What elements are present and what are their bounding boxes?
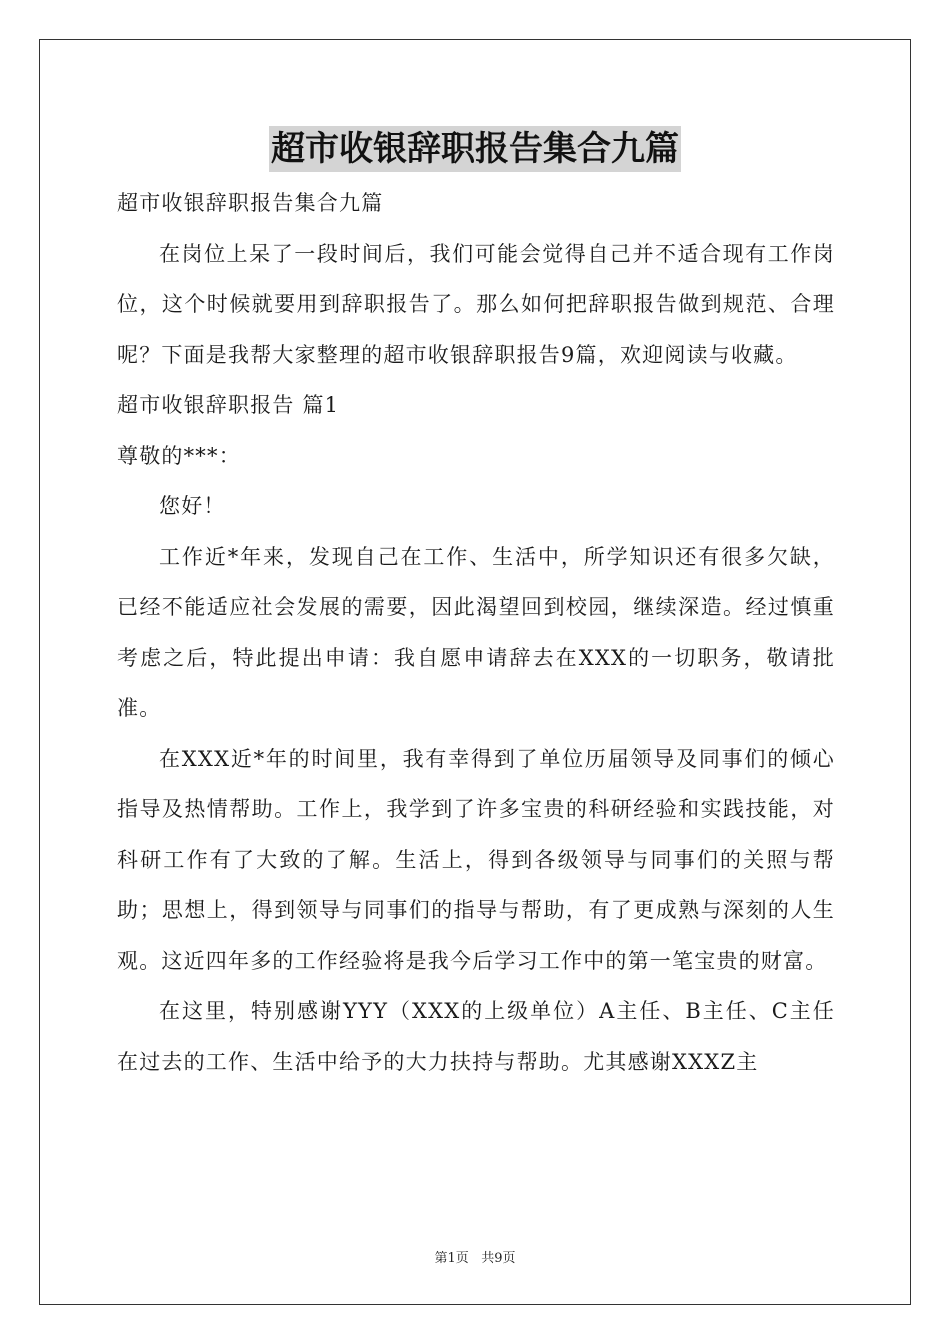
title-wrap [0,126,950,172]
paragraph: 在这里，特别感谢YYY（XXX的上级单位）A主任、B主任、C主任在过去的工作、生活中给予的大力扶持与帮助。尤其感谢XXXZ主 [117,999,835,1074]
page-number: 第1页 [434,1251,469,1266]
document-title: 超市收银辞职报告集合九篇 [269,126,681,172]
page-total: 共9页 [481,1251,516,1266]
document-body [117,178,835,1087]
paragraph: 超市收银辞职报告集合九篇 [117,191,384,215]
salutation: 尊敬的***： [117,443,241,468]
paragraph: 在XXX近*年的时间里，我有幸得到了单位历届领导及同事们的倾心指导及热情帮助。工作上，我学到了许多宝贵的科研经验和实践技能，对科研工作有了大致的了解。生活上，得到各级领导与同事们的关照与帮助；思想上，得到领导与同事们的指导与帮助，有了更成熟与深刻的人生观。这近四年多的工作经验将是我今后学习工作中的第一笔宝贵的财富。 [117,746,835,973]
page-footer [0,1247,950,1266]
paragraph: 工作近*年来，发现自己在工作、生活中，所学知识还有很多欠缺，已经不能适应社会发展的需要，因此渴望回到校园，继续深造。经过慎重考虑之后，特此提出申请：我自愿申请辞去在XXX的一切职务，敬请批准。 [117,544,835,720]
section-heading: 超市收银辞职报告 篇1 [117,393,340,417]
greeting: 您好！ [159,494,226,518]
paragraph: 在岗位上呆了一段时间后，我们可能会觉得自己并不适合现有工作岗位，这个时候就要用到辞职报告了。那么如何把辞职报告做到规范、合理呢？下面是我帮大家整理的超市收银辞职报告9篇，欢迎阅读与收藏。 [117,241,835,367]
